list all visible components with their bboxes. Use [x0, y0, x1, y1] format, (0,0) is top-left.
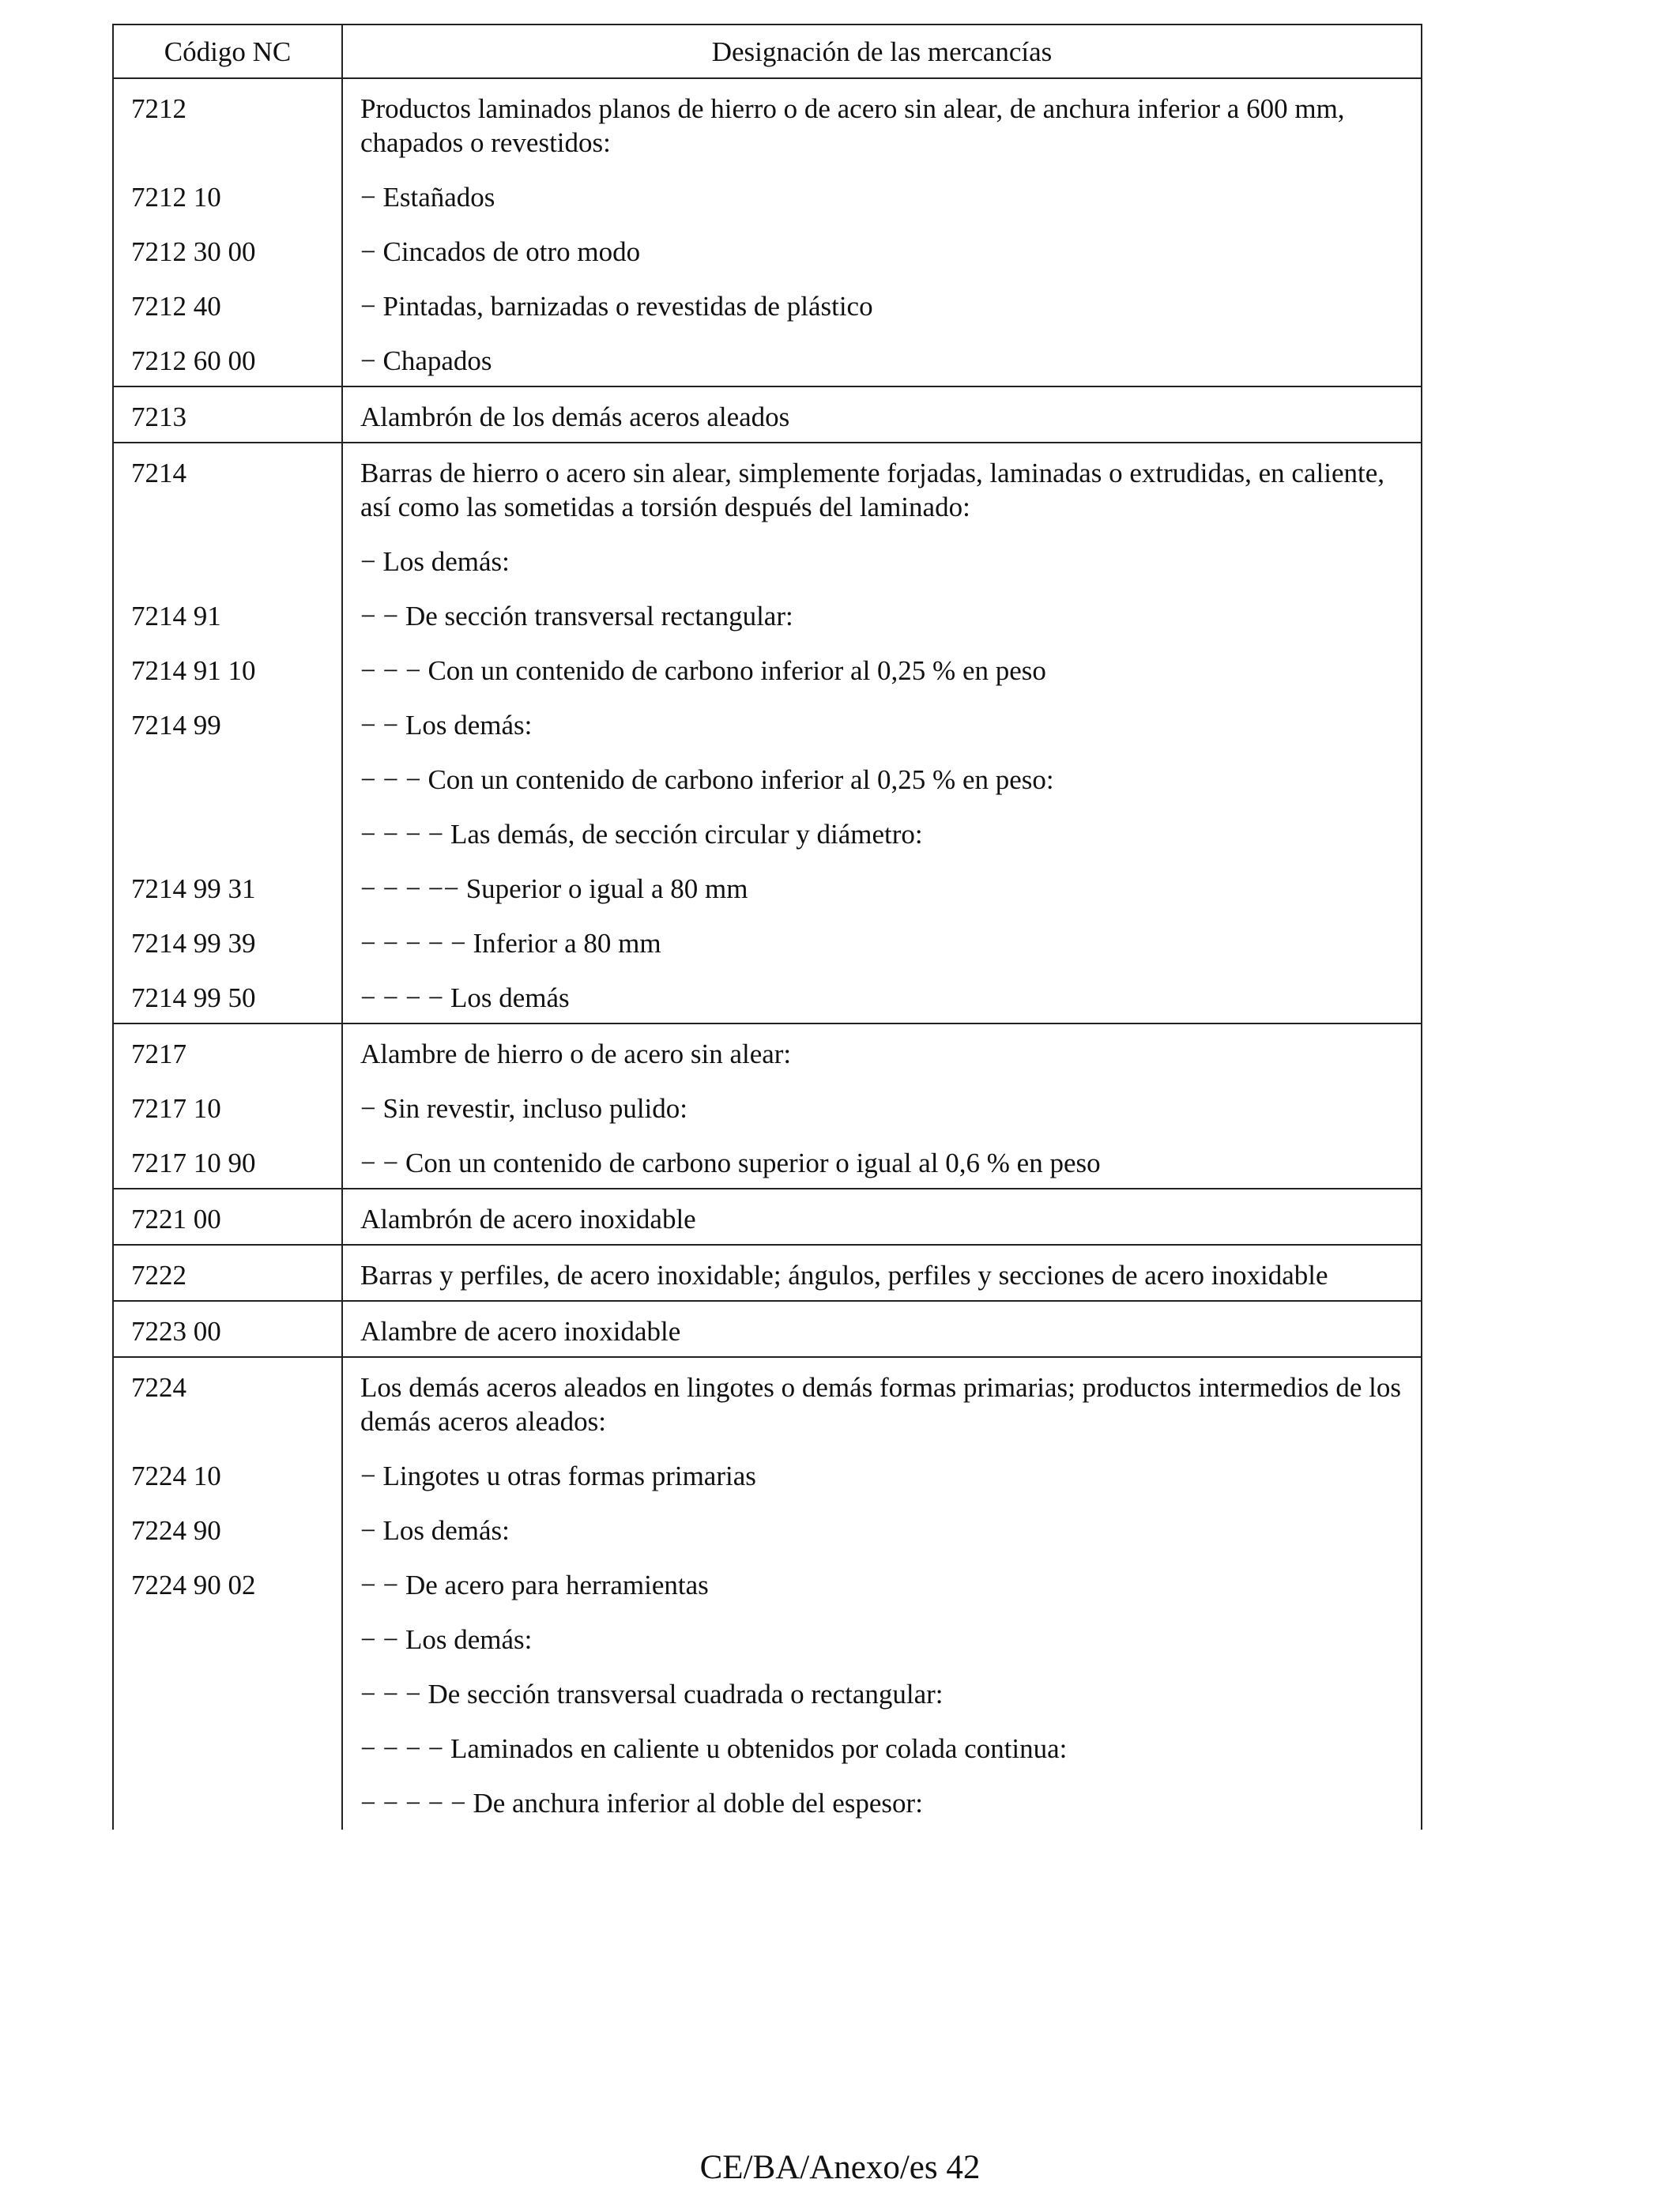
table-row [113, 1438, 1422, 1493]
table-row [113, 1657, 1422, 1711]
description-cell: Alambre de acero inoxidable [342, 1301, 1422, 1357]
tariff-table [112, 24, 1422, 1830]
description-cell: − − − − Laminados en caliente u obtenidos por colada continua: [342, 1711, 1422, 1766]
cn-code-cell: 7217 10 [113, 1071, 342, 1125]
cn-code-cell: 7223 00 [113, 1301, 342, 1357]
table-row [113, 1023, 1422, 1071]
cn-code-cell: 7214 91 [113, 579, 342, 633]
cn-code-cell: 7214 91 10 [113, 633, 342, 688]
description-cell: − Los demás: [342, 524, 1422, 579]
description-cell: − − De acero para herramientas [342, 1547, 1422, 1602]
table-row [113, 579, 1422, 633]
cn-code-cell: 7214 99 31 [113, 851, 342, 906]
cn-code-cell: 7214 99 50 [113, 960, 342, 1023]
description-cell: − Sin revestir, incluso pulido: [342, 1071, 1422, 1125]
description-cell: − − Los demás: [342, 1602, 1422, 1657]
description-cell: − Chapados [342, 323, 1422, 386]
table-row [113, 1071, 1422, 1125]
table-row [113, 633, 1422, 688]
description-cell: − Cincados de otro modo [342, 214, 1422, 269]
cn-code-cell: 7217 [113, 1023, 342, 1071]
description-cell: − Lingotes u otras formas primarias [342, 1438, 1422, 1493]
table-row [113, 323, 1422, 386]
table-row [113, 1125, 1422, 1189]
description-cell: − Los demás: [342, 1493, 1422, 1547]
cn-code-cell: 7222 [113, 1245, 342, 1301]
description-cell: − − − − − De anchura inferior al doble del espesor: [342, 1766, 1422, 1830]
cn-code-cell: 7224 [113, 1357, 342, 1438]
description-cell: Productos laminados planos de hierro o de acero sin alear, de anchura inferior a 600 mm, chapados o revestidos: [342, 78, 1422, 160]
description-cell: − − − −− Superior o igual a 80 mm [342, 851, 1422, 906]
cn-code-cell: 7224 90 [113, 1493, 342, 1547]
description-cell: − − − − − Inferior a 80 mm [342, 906, 1422, 960]
table-row [113, 742, 1422, 797]
table-row [113, 688, 1422, 742]
table-row [113, 160, 1422, 214]
table-row [113, 1301, 1422, 1357]
table-row [113, 906, 1422, 960]
description-cell: − − − Con un contenido de carbono inferior al 0,25 % en peso: [342, 742, 1422, 797]
table-row [113, 1766, 1422, 1830]
description-cell: − − − − Las demás, de sección circular y diámetro: [342, 797, 1422, 851]
cn-code-cell: 7214 99 [113, 688, 342, 742]
table-row [113, 524, 1422, 579]
cn-code-cell [113, 742, 342, 797]
header-code: Código NC [113, 25, 342, 78]
description-cell: Barras y perfiles, de acero inoxidable; ángulos, perfiles y secciones de acero inoxidable [342, 1245, 1422, 1301]
table-row [113, 1245, 1422, 1301]
table-body [113, 78, 1422, 1830]
cn-code-cell: 7214 99 39 [113, 906, 342, 960]
description-cell: − − Los demás: [342, 688, 1422, 742]
cn-code-cell: 7212 [113, 78, 342, 160]
table-header-row [113, 25, 1422, 78]
cn-code-cell [113, 1766, 342, 1830]
description-cell: Alambrón de acero inoxidable [342, 1189, 1422, 1245]
cn-code-cell: 7212 10 [113, 160, 342, 214]
table-row [113, 851, 1422, 906]
cn-code-cell: 7212 60 00 [113, 323, 342, 386]
cn-code-cell [113, 1602, 342, 1657]
cn-code-cell [113, 797, 342, 851]
description-cell: − Pintadas, barnizadas o revestidas de plástico [342, 269, 1422, 323]
cn-code-cell [113, 1711, 342, 1766]
table-row [113, 1493, 1422, 1547]
cn-code-cell: 7224 90 02 [113, 1547, 342, 1602]
table-row [113, 797, 1422, 851]
table-row [113, 269, 1422, 323]
description-cell: Barras de hierro o acero sin alear, simplemente forjadas, laminadas o extrudidas, en caliente, así como las sometidas a torsión después del laminado: [342, 443, 1422, 524]
table-row [113, 1602, 1422, 1657]
description-cell: − − De sección transversal rectangular: [342, 579, 1422, 633]
table-row [113, 78, 1422, 160]
cn-code-cell: 7221 00 [113, 1189, 342, 1245]
description-cell: − − − − Los demás [342, 960, 1422, 1023]
description-cell: − − − Con un contenido de carbono inferior al 0,25 % en peso [342, 633, 1422, 688]
header-description: Designación de las mercancías [342, 25, 1422, 78]
cn-code-cell: 7212 30 00 [113, 214, 342, 269]
table-row [113, 1547, 1422, 1602]
description-cell: Alambre de hierro o de acero sin alear: [342, 1023, 1422, 1071]
description-cell: Los demás aceros aleados en lingotes o demás formas primarias; productos intermedios de los demás aceros aleados: [342, 1357, 1422, 1438]
table-row [113, 443, 1422, 524]
cn-code-cell: 7224 10 [113, 1438, 342, 1493]
cn-code-cell: 7213 [113, 386, 342, 443]
table-row [113, 960, 1422, 1023]
cn-code-cell: 7214 [113, 443, 342, 524]
cn-code-cell: 7217 10 90 [113, 1125, 342, 1189]
table-row [113, 1189, 1422, 1245]
page-footer-reference: CE/BA/Anexo/es 42 [699, 2149, 981, 2186]
description-cell: Alambrón de los demás aceros aleados [342, 386, 1422, 443]
cn-code-cell [113, 1657, 342, 1711]
table-row [113, 214, 1422, 269]
description-cell: − − − De sección transversal cuadrada o rectangular: [342, 1657, 1422, 1711]
table-row [113, 1711, 1422, 1766]
table-row [113, 386, 1422, 443]
cn-code-cell: 7212 40 [113, 269, 342, 323]
description-cell: − Estañados [342, 160, 1422, 214]
table-row [113, 1357, 1422, 1438]
description-cell: − − Con un contenido de carbono superior o igual al 0,6 % en peso [342, 1125, 1422, 1189]
cn-code-cell [113, 524, 342, 579]
